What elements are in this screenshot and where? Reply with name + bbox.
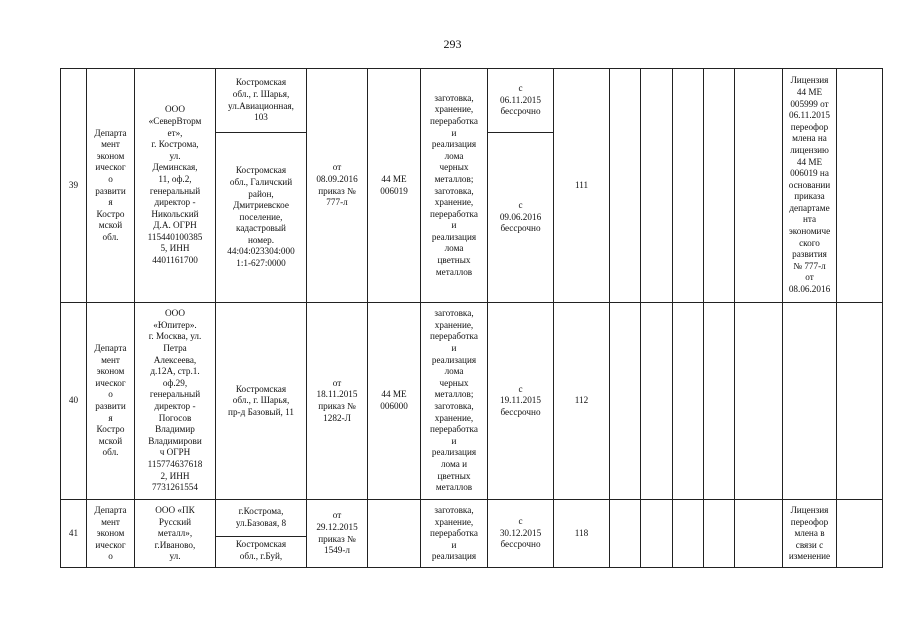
license-term: с 06.11.2015 бессрочно (499, 83, 541, 117)
page-number: 293 (443, 37, 462, 51)
license-term: с 19.11.2015 бессрочно (499, 383, 541, 417)
col-line (703, 68, 704, 568)
activity-address: Костромская обл., г. Шарья, ул.Авиационная, 103 (228, 77, 294, 123)
licensing-authority: Департа мент эконом ическог о (94, 505, 127, 562)
license-term: с 09.06.2016 бессрочно (499, 200, 542, 234)
licensing-authority: Департа мент эконом ическог о развити я Костро мской обл. (94, 127, 127, 242)
row-number: 40 (68, 395, 79, 406)
order-details: от 18.11.2015 приказ № 1282-Л (316, 377, 358, 423)
remarks: Лицензия переофор млена в связи с изменение (788, 505, 831, 562)
licensee-company: ООО «СеверВторм ет», г. Кострома, ул. Деминская, 11, оф.2, генеральный директор - Никольский Д.А. ОГРН 115440100385 5, ИНН 4401161700 (147, 104, 203, 266)
col-line (640, 68, 641, 568)
licensee-company: ООО «Юпитер». г. Москва, ул. Петра Алексеева, д.12А, стр.1. оф.29, генеральный директор - Погосов Владимир Владимирови ч ОГРН 115774637618 2, ИНН 7731261554 (147, 308, 203, 493)
registry-number: 112 (574, 395, 589, 406)
activity-address: Костромская обл., г.Буй, (235, 539, 287, 561)
licensee-company: ООО «ПК Русский металл», г.Иваново, ул. (154, 505, 196, 562)
license-number: 44 МЕ 006000 (380, 389, 408, 411)
activity-address: г.Кострома, ул.Базовая, 8 (235, 506, 287, 528)
order-details: от 29.12.2015 приказ № 1549-л (316, 510, 358, 556)
row-number: 39 (68, 179, 79, 190)
col-line (882, 68, 883, 568)
licensing-authority: Департа мент эконом ическог о развити я Костро мской обл. (94, 343, 127, 458)
activity-address: Костромская обл., г. Шарья, пр-д Базовый, 11 (228, 383, 294, 417)
address-divider-row41 (215, 536, 306, 537)
registry-number: 118 (574, 527, 589, 538)
registry-number: 111 (574, 179, 589, 190)
licensed-activity: заготовка, хранение, переработка и реализация лома черных металлов; заготовка, хранение, переработка и реализация лома и цветных металлов (430, 308, 478, 493)
license-number: 44 МЕ 006019 (380, 173, 408, 196)
licensed-activity: заготовка, хранение, переработка и реализация (430, 505, 478, 562)
col-line (609, 68, 610, 568)
table-bottom-border (60, 567, 882, 568)
col-line (734, 68, 735, 568)
col-line (836, 68, 837, 568)
order-details: от 08.09.2016 приказ № 777-л (316, 162, 358, 208)
licensed-activity: заготовка, хранение, переработка и реализация лома черных металлов; заготовка, хранение, переработка и реализация лома цветных металлов (430, 92, 478, 277)
activity-address: Костромская обл., Галичский район, Дмитриевское поселение, кадастровый номер. 44:04:023304:000 1:1-627:0000 (227, 165, 295, 269)
col-line (672, 68, 673, 568)
license-term: с 30.12.2015 бессрочно (499, 516, 542, 550)
row-number: 41 (68, 527, 79, 538)
row-divider-40-41 (60, 499, 882, 500)
remarks: Лицензия 44 МЕ 005999 от 06.11.2015 переофор млена на лицензию 44 МЕ 006019 на основании приказа департаме нта экономиче ского развития № 777-л от 08.06.2016 (788, 75, 831, 295)
